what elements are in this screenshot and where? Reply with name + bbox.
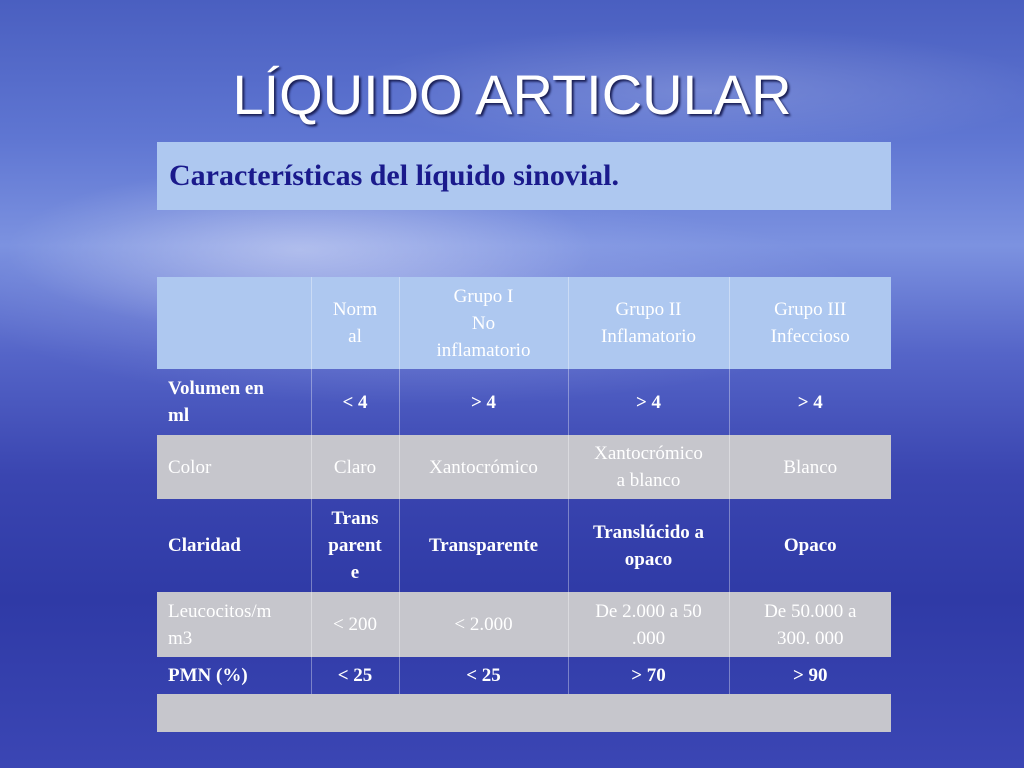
table-cell: Opaco [783, 535, 837, 556]
table-cell: > 4 [399, 369, 568, 435]
table-row-leucocitos [157, 592, 891, 657]
row-label: PMN (%) [157, 657, 311, 694]
table-header-row [157, 277, 891, 369]
table-cell: > 4 [797, 391, 823, 413]
row-label-text: Volumen en ml [168, 378, 264, 426]
table-cell: Claro [311, 435, 399, 499]
header-label: Grupo I No inflamatorio [436, 285, 531, 361]
table-cell: < 25 [399, 657, 568, 694]
table-footer-cell [157, 694, 891, 732]
row-label: Claridad [157, 499, 311, 592]
table-footer-row [157, 694, 891, 732]
subtitle-text: Características del líquido sinovial. [169, 159, 619, 192]
header-label: Grupo II Inflamatorio [601, 299, 696, 347]
cell-text: Translúcido a opaco [592, 521, 705, 570]
table-cell: < 2.000 [399, 592, 568, 657]
table-cell [568, 592, 729, 657]
header-cell-normal [311, 277, 399, 369]
table-cell: < 4 [311, 369, 399, 435]
header-cell-grupo-3 [729, 277, 891, 369]
cell-text: De 2.000 a 50 .000 [595, 600, 702, 649]
header-cell-grupo-1 [399, 277, 568, 369]
table-cell [311, 499, 399, 592]
table-cell: > 4 [568, 369, 729, 435]
table-cell: < 200 [311, 592, 399, 657]
table-row-claridad [157, 499, 891, 592]
header-label: Grupo III Infeccioso [770, 299, 850, 347]
row-label [157, 369, 311, 435]
table-row-color [157, 435, 891, 499]
table-cell [568, 499, 729, 592]
table-cell: < 25 [311, 657, 399, 694]
table-row-pmn [157, 657, 891, 694]
row-label-text: Leucocitos/m m3 [168, 600, 272, 649]
table-cell: > 70 [568, 657, 729, 694]
subtitle-box [157, 142, 891, 210]
row-label [157, 592, 311, 657]
header-label: Norm al [332, 299, 378, 347]
slide-title: LÍQUIDO ARTICULAR [232, 63, 792, 126]
cell-text: Xantocrómico a blanco [594, 443, 703, 491]
header-cell-empty [157, 277, 311, 369]
table-row-volumen [157, 369, 891, 435]
cell-text: De 50.000 a 300. 000 [764, 600, 857, 649]
table-cell: Blanco [729, 435, 891, 499]
table-cell: > 90 [792, 665, 828, 686]
table-cell [729, 592, 891, 657]
header-cell-grupo-2 [568, 277, 729, 369]
synovial-fluid-table [157, 277, 891, 732]
table-cell: Transparente [399, 499, 568, 592]
table-cell [568, 435, 729, 499]
cell-text: Trans parent e [328, 508, 382, 583]
table-cell: Xantocrómico [399, 435, 568, 499]
row-label: Color [157, 435, 311, 499]
